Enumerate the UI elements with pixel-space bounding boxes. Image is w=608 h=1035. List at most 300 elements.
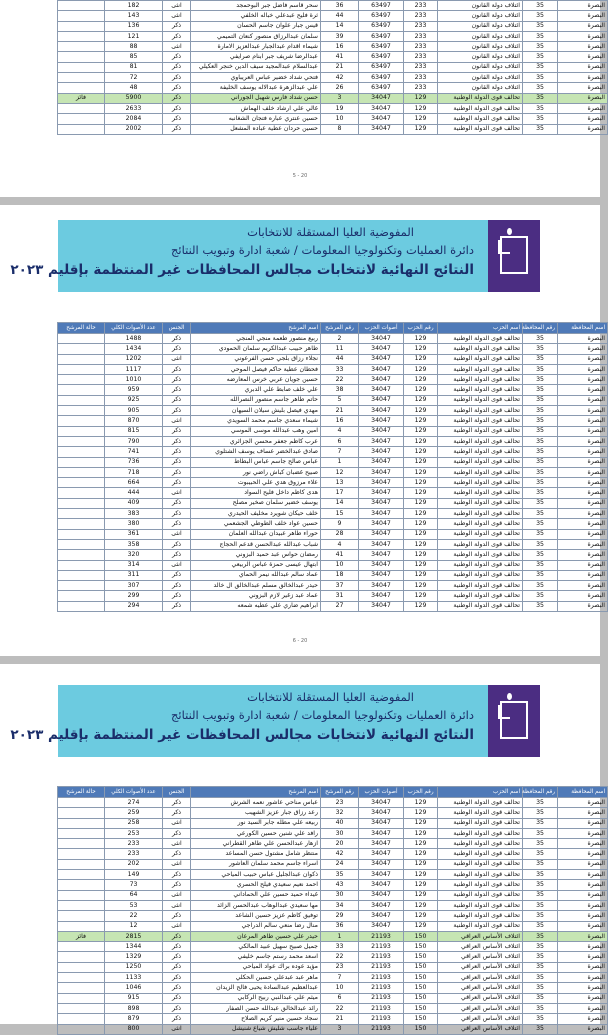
column-header: أصوات الحزب bbox=[359, 787, 404, 798]
total-votes-cell: 136 bbox=[105, 21, 163, 31]
governorate-number-cell: 35 bbox=[523, 488, 558, 498]
candidate-status-cell bbox=[58, 798, 105, 808]
total-votes-cell: 2084 bbox=[105, 114, 163, 124]
governorate-cell: البصرة bbox=[558, 42, 608, 52]
party-number-cell: 129 bbox=[404, 859, 438, 869]
party-number-cell: 129 bbox=[404, 467, 438, 477]
governorate-cell: البصرة bbox=[558, 859, 608, 869]
candidate-name-cell: صبيح غضبان كباش راضي نور bbox=[191, 467, 321, 477]
column-header: رقم المرشح bbox=[321, 787, 359, 798]
gender-cell: ذكر bbox=[163, 62, 191, 72]
total-votes-cell: 88 bbox=[105, 42, 163, 52]
party-number-cell: 233 bbox=[404, 1, 438, 11]
candidate-number-cell: 23 bbox=[321, 962, 359, 972]
party-number-cell: 129 bbox=[404, 570, 438, 580]
party-votes-cell: 34047 bbox=[359, 550, 404, 560]
candidate-number-cell: 16 bbox=[321, 42, 359, 52]
party-votes-cell: 21193 bbox=[359, 1014, 404, 1024]
governorate-cell: البصرة bbox=[558, 93, 608, 103]
gender-cell: انثى bbox=[163, 859, 191, 869]
party-votes-cell: 34047 bbox=[359, 395, 404, 405]
table-row bbox=[58, 436, 608, 446]
party-votes-cell: 34047 bbox=[359, 921, 404, 931]
governorate-number-cell: 35 bbox=[523, 983, 558, 993]
candidate-name-cell: رمضان حواس عبد حميد البزوني bbox=[191, 550, 321, 560]
candidate-status-cell bbox=[58, 1014, 105, 1024]
candidate-status-cell bbox=[58, 591, 105, 601]
governorate-cell: البصرة bbox=[558, 519, 608, 529]
candidate-status-cell bbox=[58, 1003, 105, 1013]
party-name-cell: تحالف قوى الدولة الوطنية bbox=[438, 880, 523, 890]
total-votes-cell: 741 bbox=[105, 447, 163, 457]
governorate-cell: البصرة bbox=[558, 83, 608, 93]
total-votes-cell: 182 bbox=[105, 1, 163, 11]
governorate-cell: البصرة bbox=[558, 406, 608, 416]
party-name-cell: ائتلاف دولة القانون bbox=[438, 62, 523, 72]
party-name-cell: تحالف قوى الدولة الوطنية bbox=[438, 591, 523, 601]
header-banner bbox=[10, 685, 540, 757]
gender-cell: ذكر bbox=[163, 591, 191, 601]
candidate-name-cell: عبدالرضا شريف جبر ابنام صرايفي bbox=[191, 52, 321, 62]
party-votes-cell: 34047 bbox=[359, 900, 404, 910]
table-row bbox=[58, 375, 608, 385]
candidate-name-cell: رافد علي شنين حسين الكورعي bbox=[191, 828, 321, 838]
candidate-number-cell: 21 bbox=[321, 406, 359, 416]
candidate-number-cell: 42 bbox=[321, 73, 359, 83]
party-name-cell: ائتلاف دولة القانون bbox=[438, 1, 523, 11]
table-row bbox=[58, 900, 608, 910]
candidate-status-cell bbox=[58, 1024, 105, 1034]
candidate-number-cell: 34 bbox=[321, 900, 359, 910]
candidate-number-cell: 6 bbox=[321, 993, 359, 1003]
party-name-cell: تحالف قوى الدولة الوطنية bbox=[438, 798, 523, 808]
table-row bbox=[58, 570, 608, 580]
candidate-number-cell: 38 bbox=[321, 385, 359, 395]
party-name-cell: تحالف قوى الدولة الوطنية bbox=[438, 354, 523, 364]
party-number-cell: 233 bbox=[404, 21, 438, 31]
party-votes-cell: 34047 bbox=[359, 103, 404, 113]
candidate-number-cell: 35 bbox=[321, 870, 359, 880]
governorate-number-cell: 35 bbox=[523, 406, 558, 416]
candidate-name-cell: سحر قاسم فاضل جبر البوحمجد bbox=[191, 1, 321, 11]
party-name-cell: تحالف قوى الدولة الوطنية bbox=[438, 436, 523, 446]
total-votes-cell: 1202 bbox=[105, 354, 163, 364]
column-header: اسم الحزب bbox=[438, 323, 523, 334]
governorate-cell: البصرة bbox=[558, 457, 608, 467]
table-row bbox=[58, 1, 608, 11]
gender-cell: ذكر bbox=[163, 406, 191, 416]
party-number-cell: 150 bbox=[404, 952, 438, 962]
candidate-name-cell: اسراء جاسم محمد سلمان العاشور bbox=[191, 859, 321, 869]
party-name-cell: ائتلاف الأساس العراقي bbox=[438, 993, 523, 1003]
table-row bbox=[58, 962, 608, 972]
governorate-number-cell: 35 bbox=[523, 1014, 558, 1024]
governorate-number-cell: 35 bbox=[523, 426, 558, 436]
governorate-number-cell: 35 bbox=[523, 114, 558, 124]
total-votes-cell: 258 bbox=[105, 818, 163, 828]
governorate-number-cell: 35 bbox=[523, 124, 558, 134]
party-name-cell: تحالف قوى الدولة الوطنية bbox=[438, 870, 523, 880]
candidate-number-cell: 22 bbox=[321, 1003, 359, 1013]
governorate-number-cell: 35 bbox=[523, 385, 558, 395]
party-votes-cell: 34047 bbox=[359, 385, 404, 395]
governorate-number-cell: 35 bbox=[523, 457, 558, 467]
party-name-cell: تحالف قوى الدولة الوطنية bbox=[438, 375, 523, 385]
party-votes-cell: 34047 bbox=[359, 447, 404, 457]
candidate-name-cell: حسين عواد خلف الطوطي الجشعمي bbox=[191, 519, 321, 529]
candidate-name-cell: غيداء حميد حسين علي الحماداني bbox=[191, 890, 321, 900]
candidate-status-cell bbox=[58, 114, 105, 124]
party-number-cell: 129 bbox=[404, 395, 438, 405]
gender-cell: ذكر bbox=[163, 973, 191, 983]
table-row bbox=[58, 942, 608, 952]
candidate-number-cell: 44 bbox=[321, 11, 359, 21]
total-votes-cell: 1434 bbox=[105, 344, 163, 354]
table-row bbox=[58, 839, 608, 849]
commission-name: المفوضية العليا المستقلة للانتخابات bbox=[247, 690, 414, 704]
gender-cell: ذكر bbox=[163, 601, 191, 611]
gender-cell: ذكر bbox=[163, 114, 191, 124]
candidate-name-cell: حوراء طاهر عبيدان عبدالله العلمان bbox=[191, 529, 321, 539]
candidate-status-cell bbox=[58, 124, 105, 134]
candidate-status-cell bbox=[58, 103, 105, 113]
table-row bbox=[58, 550, 608, 560]
candidate-name-cell: ابتهال عيسى حمزة عباس الربيعي bbox=[191, 560, 321, 570]
total-votes-cell: 915 bbox=[105, 993, 163, 1003]
table-row bbox=[58, 344, 608, 354]
total-votes-cell: 898 bbox=[105, 1003, 163, 1013]
table-row bbox=[58, 11, 608, 21]
governorate-number-cell: 35 bbox=[523, 93, 558, 103]
party-number-cell: 129 bbox=[404, 601, 438, 611]
governorate-number-cell: 35 bbox=[523, 900, 558, 910]
candidate-number-cell: 4 bbox=[321, 539, 359, 549]
governorate-number-cell: 35 bbox=[523, 334, 558, 344]
gender-cell: ذكر bbox=[163, 880, 191, 890]
party-number-cell: 233 bbox=[404, 31, 438, 41]
party-votes-cell: 34047 bbox=[359, 114, 404, 124]
candidate-number-cell: 21 bbox=[321, 1014, 359, 1024]
governorate-number-cell: 35 bbox=[523, 839, 558, 849]
candidate-name-cell: احمد نعيم سعيدي فيلح الحسري bbox=[191, 880, 321, 890]
table-row bbox=[58, 426, 608, 436]
candidate-status-cell bbox=[58, 385, 105, 395]
candidate-number-cell: 36 bbox=[321, 921, 359, 931]
governorate-number-cell: 35 bbox=[523, 973, 558, 983]
table-row bbox=[58, 42, 608, 52]
party-number-cell: 150 bbox=[404, 973, 438, 983]
governorate-cell: البصرة bbox=[558, 931, 608, 941]
total-votes-cell: 233 bbox=[105, 839, 163, 849]
column-header: رقم الحزب bbox=[404, 787, 438, 798]
gender-cell: ذكر bbox=[163, 509, 191, 519]
party-name-cell: تحالف قوى الدولة الوطنية bbox=[438, 570, 523, 580]
governorate-cell: البصرة bbox=[558, 498, 608, 508]
gender-cell: ذكر bbox=[163, 31, 191, 41]
party-votes-cell: 63497 bbox=[359, 42, 404, 52]
governorate-number-cell: 35 bbox=[523, 539, 558, 549]
candidate-status-cell bbox=[58, 890, 105, 900]
table-row bbox=[58, 114, 608, 124]
commission-logo-icon bbox=[488, 685, 540, 757]
candidate-name-cell: عباس مناحي عاشور نعمه الشرش bbox=[191, 798, 321, 808]
governorate-cell: البصرة bbox=[558, 509, 608, 519]
candidate-status-cell bbox=[58, 983, 105, 993]
governorate-number-cell: 35 bbox=[523, 808, 558, 818]
total-votes-cell: 2633 bbox=[105, 103, 163, 113]
party-votes-cell: 34047 bbox=[359, 498, 404, 508]
candidate-number-cell: 10 bbox=[321, 114, 359, 124]
governorate-cell: البصرة bbox=[558, 839, 608, 849]
candidate-status-cell bbox=[58, 911, 105, 921]
party-votes-cell: 63497 bbox=[359, 83, 404, 93]
results-title: النتائج النهائية لانتخابات مجالس المحافظات غير المنتظمة بإقليم ٢٠٢٣ bbox=[10, 727, 474, 743]
candidate-status-cell: فائز bbox=[58, 931, 105, 941]
total-votes-cell: 1010 bbox=[105, 375, 163, 385]
party-number-cell: 129 bbox=[404, 798, 438, 808]
candidate-status-cell bbox=[58, 375, 105, 385]
party-name-cell: تحالف قوى الدولة الوطنية bbox=[438, 509, 523, 519]
governorate-cell: البصرة bbox=[558, 447, 608, 457]
table-row bbox=[58, 931, 608, 941]
party-votes-cell: 34047 bbox=[359, 798, 404, 808]
party-name-cell: تحالف قوى الدولة الوطنية bbox=[438, 488, 523, 498]
table-row bbox=[58, 62, 608, 72]
governorate-cell: البصرة bbox=[558, 344, 608, 354]
party-name-cell: تحالف قوى الدولة الوطنية bbox=[438, 808, 523, 818]
candidate-status-cell bbox=[58, 467, 105, 477]
candidate-status-cell bbox=[58, 550, 105, 560]
governorate-cell: البصرة bbox=[558, 993, 608, 1003]
governorate-cell: البصرة bbox=[558, 1024, 608, 1034]
total-votes-cell: 905 bbox=[105, 406, 163, 416]
party-votes-cell: 34047 bbox=[359, 601, 404, 611]
party-votes-cell: 63497 bbox=[359, 1, 404, 11]
candidate-status-cell bbox=[58, 354, 105, 364]
table-row bbox=[58, 890, 608, 900]
party-number-cell: 129 bbox=[404, 581, 438, 591]
party-votes-cell: 34047 bbox=[359, 539, 404, 549]
table-row bbox=[58, 416, 608, 426]
candidate-name-cell: ازهار عبدالحسن علي طاهر القطراني bbox=[191, 839, 321, 849]
party-name-cell: تحالف قوى الدولة الوطنية bbox=[438, 406, 523, 416]
governorate-number-cell: 35 bbox=[523, 560, 558, 570]
party-votes-cell: 21193 bbox=[359, 1024, 404, 1034]
candidate-number-cell: 7 bbox=[321, 973, 359, 983]
total-votes-cell: 718 bbox=[105, 467, 163, 477]
total-votes-cell: 121 bbox=[105, 31, 163, 41]
column-header: حالة المرشح bbox=[58, 323, 105, 334]
gender-cell: انثى bbox=[163, 11, 191, 21]
candidate-number-cell: 32 bbox=[321, 808, 359, 818]
candidate-number-cell: 40 bbox=[321, 818, 359, 828]
party-name-cell: تحالف قوى الدولة الوطنية bbox=[438, 859, 523, 869]
results-table-page-1 bbox=[57, 0, 608, 135]
party-name-cell: تحالف قوى الدولة الوطنية bbox=[438, 539, 523, 549]
party-name-cell: تحالف قوى الدولة الوطنية bbox=[438, 529, 523, 539]
gender-cell: ذكر bbox=[163, 962, 191, 972]
gender-cell: ذكر bbox=[163, 539, 191, 549]
party-votes-cell: 34047 bbox=[359, 828, 404, 838]
governorate-number-cell: 35 bbox=[523, 911, 558, 921]
total-votes-cell: 253 bbox=[105, 828, 163, 838]
table-row bbox=[58, 1024, 608, 1034]
party-name-cell: تحالف قوى الدولة الوطنية bbox=[438, 581, 523, 591]
party-votes-cell: 34047 bbox=[359, 354, 404, 364]
total-votes-cell: 143 bbox=[105, 11, 163, 21]
candidate-status-cell bbox=[58, 952, 105, 962]
candidate-number-cell: 30 bbox=[321, 828, 359, 838]
governorate-number-cell: 35 bbox=[523, 1024, 558, 1034]
table-header-row bbox=[58, 787, 608, 798]
gender-cell: انثى bbox=[163, 560, 191, 570]
party-number-cell: 150 bbox=[404, 931, 438, 941]
governorate-cell: البصرة bbox=[558, 880, 608, 890]
party-number-cell: 129 bbox=[404, 457, 438, 467]
governorate-cell: البصرة bbox=[558, 570, 608, 580]
candidate-status-cell bbox=[58, 1, 105, 11]
gender-cell: انثى bbox=[163, 900, 191, 910]
candidate-status-cell bbox=[58, 478, 105, 488]
governorate-cell: البصرة bbox=[558, 911, 608, 921]
candidate-number-cell: 26 bbox=[321, 83, 359, 93]
party-votes-cell: 21193 bbox=[359, 962, 404, 972]
party-number-cell: 129 bbox=[404, 560, 438, 570]
table-row bbox=[58, 488, 608, 498]
candidate-number-cell: 5 bbox=[321, 395, 359, 405]
gender-cell: ذكر bbox=[163, 570, 191, 580]
candidate-status-cell bbox=[58, 849, 105, 859]
column-header: رقم المرشح bbox=[321, 323, 359, 334]
total-votes-cell: 1133 bbox=[105, 973, 163, 983]
candidate-number-cell: 39 bbox=[321, 31, 359, 41]
table-row bbox=[58, 519, 608, 529]
candidate-number-cell: 37 bbox=[321, 581, 359, 591]
table-row bbox=[58, 529, 608, 539]
party-votes-cell: 34047 bbox=[359, 870, 404, 880]
governorate-cell: البصرة bbox=[558, 962, 608, 972]
gender-cell: انثى bbox=[163, 921, 191, 931]
candidate-name-cell: حسين جويان عربي خرس المعارضه bbox=[191, 375, 321, 385]
party-votes-cell: 21193 bbox=[359, 942, 404, 952]
candidate-number-cell: 1 bbox=[321, 457, 359, 467]
governorate-cell: البصرة bbox=[558, 395, 608, 405]
governorate-cell: البصرة bbox=[558, 529, 608, 539]
party-name-cell: ائتلاف دولة القانون bbox=[438, 83, 523, 93]
candidate-name-cell: رعد رزاق جبار عزيز الشهيب bbox=[191, 808, 321, 818]
candidate-name-cell: يوسف خضير سلمان صخير مصلح bbox=[191, 498, 321, 508]
party-votes-cell: 21193 bbox=[359, 993, 404, 1003]
candidate-status-cell bbox=[58, 62, 105, 72]
total-votes-cell: 311 bbox=[105, 570, 163, 580]
table-row bbox=[58, 93, 608, 103]
gender-cell: ذكر bbox=[163, 808, 191, 818]
party-number-cell: 129 bbox=[404, 478, 438, 488]
governorate-cell: البصرة bbox=[558, 849, 608, 859]
party-number-cell: 129 bbox=[404, 880, 438, 890]
total-votes-cell: 233 bbox=[105, 849, 163, 859]
candidate-number-cell: 22 bbox=[321, 375, 359, 385]
party-votes-cell: 34047 bbox=[359, 849, 404, 859]
party-number-cell: 129 bbox=[404, 550, 438, 560]
gender-cell: انثى bbox=[163, 1, 191, 11]
party-votes-cell: 34047 bbox=[359, 334, 404, 344]
party-number-cell: 129 bbox=[404, 818, 438, 828]
party-votes-cell: 63497 bbox=[359, 11, 404, 21]
candidate-status-cell bbox=[58, 921, 105, 931]
party-name-cell: تحالف قوى الدولة الوطنية bbox=[438, 467, 523, 477]
column-header: اسم المرشح bbox=[191, 323, 321, 334]
party-name-cell: تحالف قوى الدولة الوطنية bbox=[438, 334, 523, 344]
candidate-status-cell bbox=[58, 839, 105, 849]
total-votes-cell: 320 bbox=[105, 550, 163, 560]
candidate-status-cell bbox=[58, 416, 105, 426]
table-row bbox=[58, 560, 608, 570]
candidate-name-cell: حيدر علي حسين طاهر المرعان bbox=[191, 931, 321, 941]
total-votes-cell: 22 bbox=[105, 911, 163, 921]
party-number-cell: 129 bbox=[404, 890, 438, 900]
governorate-cell: البصرة bbox=[558, 870, 608, 880]
total-votes-cell: 85 bbox=[105, 52, 163, 62]
party-votes-cell: 21193 bbox=[359, 931, 404, 941]
party-votes-cell: 34047 bbox=[359, 570, 404, 580]
party-name-cell: ائتلاف الأساس العراقي bbox=[438, 1003, 523, 1013]
party-name-cell: تحالف قوى الدولة الوطنية bbox=[438, 114, 523, 124]
governorate-cell: البصرة bbox=[558, 52, 608, 62]
party-name-cell: تحالف قوى الدولة الوطنية bbox=[438, 818, 523, 828]
party-votes-cell: 63497 bbox=[359, 62, 404, 72]
total-votes-cell: 1046 bbox=[105, 983, 163, 993]
governorate-number-cell: 35 bbox=[523, 581, 558, 591]
party-votes-cell: 34047 bbox=[359, 457, 404, 467]
candidate-number-cell: 8 bbox=[321, 124, 359, 134]
total-votes-cell: 380 bbox=[105, 519, 163, 529]
party-name-cell: تحالف قوى الدولة الوطنية bbox=[438, 828, 523, 838]
candidate-status-cell bbox=[58, 962, 105, 972]
results-table-page-3 bbox=[57, 786, 608, 1035]
table-row bbox=[58, 385, 608, 395]
governorate-cell: البصرة bbox=[558, 808, 608, 818]
party-votes-cell: 34047 bbox=[359, 364, 404, 374]
table-row bbox=[58, 498, 608, 508]
candidate-number-cell: 9 bbox=[321, 519, 359, 529]
governorate-number-cell: 35 bbox=[523, 354, 558, 364]
table-row bbox=[58, 395, 608, 405]
candidate-name-cell: حاتم طاهر جاسم منصور النصرالله bbox=[191, 395, 321, 405]
party-votes-cell: 63497 bbox=[359, 21, 404, 31]
party-name-cell: ائتلاف الأساس العراقي bbox=[438, 942, 523, 952]
governorate-number-cell: 35 bbox=[523, 364, 558, 374]
gender-cell: ذكر bbox=[163, 73, 191, 83]
party-name-cell: ائتلاف الأساس العراقي bbox=[438, 1024, 523, 1034]
candidate-status-cell bbox=[58, 900, 105, 910]
candidate-number-cell: 36 bbox=[321, 1, 359, 11]
governorate-cell: البصرة bbox=[558, 426, 608, 436]
party-votes-cell: 34047 bbox=[359, 808, 404, 818]
party-name-cell: تحالف قوى الدولة الوطنية bbox=[438, 849, 523, 859]
candidate-number-cell: 22 bbox=[321, 952, 359, 962]
candidate-name-cell: ربيع منصور طعمة منجي المنجي bbox=[191, 334, 321, 344]
table-row bbox=[58, 993, 608, 1003]
governorate-number-cell: 35 bbox=[523, 859, 558, 869]
party-name-cell: ائتلاف دولة القانون bbox=[438, 11, 523, 21]
candidate-name-cell: مؤيد عوده براك عواد المياحي bbox=[191, 962, 321, 972]
total-votes-cell: 274 bbox=[105, 798, 163, 808]
party-votes-cell: 21193 bbox=[359, 952, 404, 962]
governorate-number-cell: 35 bbox=[523, 570, 558, 580]
governorate-cell: البصرة bbox=[558, 114, 608, 124]
governorate-number-cell: 35 bbox=[523, 62, 558, 72]
